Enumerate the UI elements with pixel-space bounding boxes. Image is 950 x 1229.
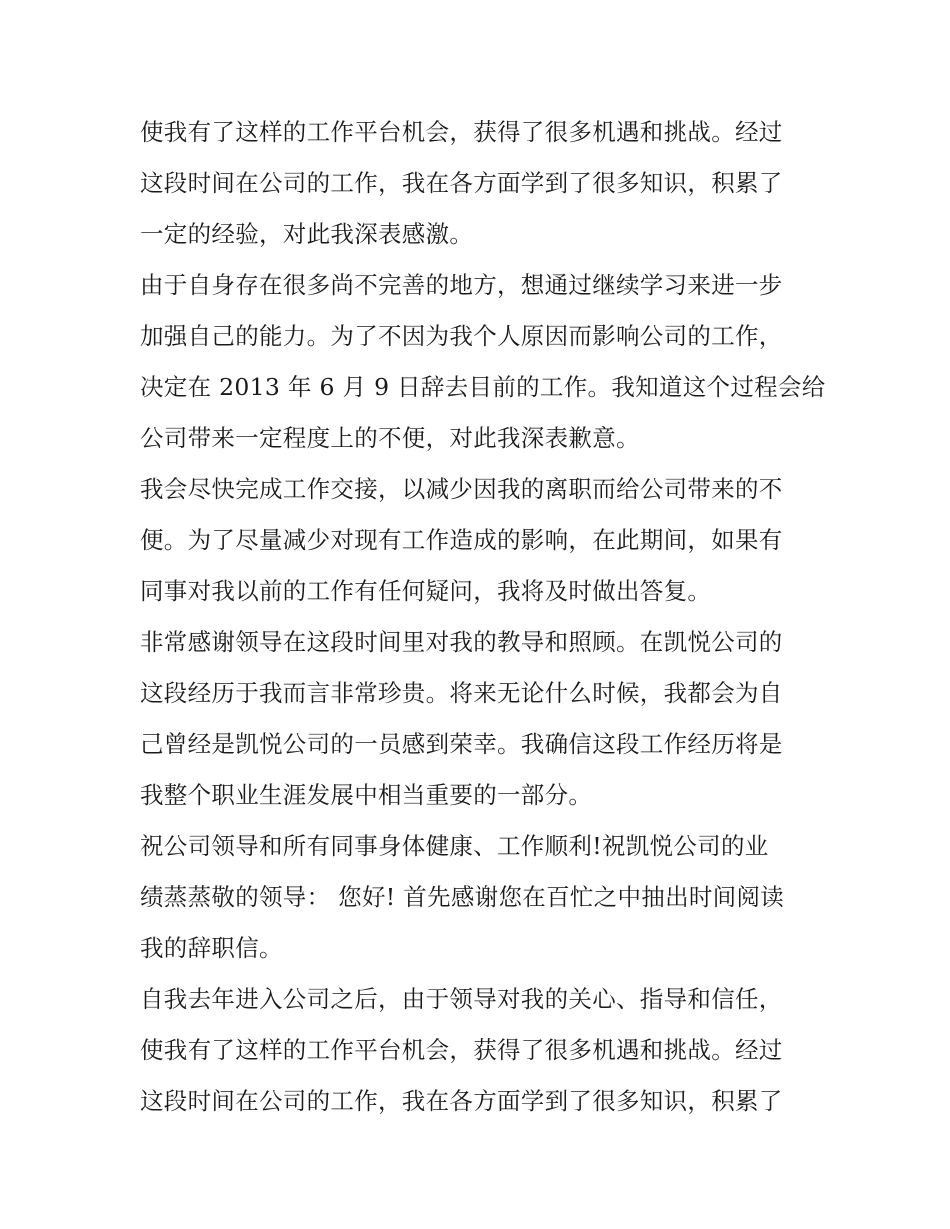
text-line: 一定的经验，对此我深表感激。 [140,220,474,248]
text-line: 这段时间在公司的工作，我在各方面学到了很多知识，积累了 [140,1087,783,1115]
text-line: 便。为了尽量减少对现有工作造成的影响，在此期间，如果有 [140,526,783,554]
text-line: 自我去年进入公司之后，由于领导对我的关心、指导和信任， [140,985,783,1013]
text-line: 绩蒸蒸敬的领导： 您好! 首先感谢您在百忙之中抽出时间阅读 [140,883,785,911]
text-line: 祝公司领导和所有同事身体健康、工作顺利!祝凯悦公司的业 [140,832,769,860]
text-line: 这段时间在公司的工作，我在各方面学到了很多知识，积累了 [140,169,783,197]
text-line: 使我有了这样的工作平台机会，获得了很多机遇和挑战。经过 [140,118,783,146]
text-line: 己曾经是凯悦公司的一员感到荣幸。我确信这段工作经历将是 [140,730,783,758]
text-line: 决定在 2013 年 6 月 9 日辞去目前的工作。我知道这个过程会给 [140,373,826,401]
text-line: 我整个职业生涯发展中相当重要的一部分。 [140,781,593,809]
text-line: 由于自身存在很多尚不完善的地方，想通过继续学习来进一步 [140,271,783,299]
document-body [140,107,826,1127]
text-line: 非常感谢领导在这段时间里对我的教导和照顾。在凯悦公司的 [140,628,783,656]
text-line: 这段经历于我而言非常珍贵。将来无论什么时候，我都会为自 [140,679,783,707]
text-line: 使我有了这样的工作平台机会，获得了很多机遇和挑战。经过 [140,1036,783,1064]
text-line: 我的辞职信。 [140,934,283,962]
text-line: 公司带来一定程度上的不便，对此我深表歉意。 [140,424,640,452]
text-line: 同事对我以前的工作有任何疑问，我将及时做出答复。 [140,577,712,605]
text-line: 我会尽快完成工作交接，以减少因我的离职而给公司带来的不 [140,475,783,503]
text-line: 加强自己的能力。为了不因为我个人原因而影响公司的工作， [140,322,783,350]
